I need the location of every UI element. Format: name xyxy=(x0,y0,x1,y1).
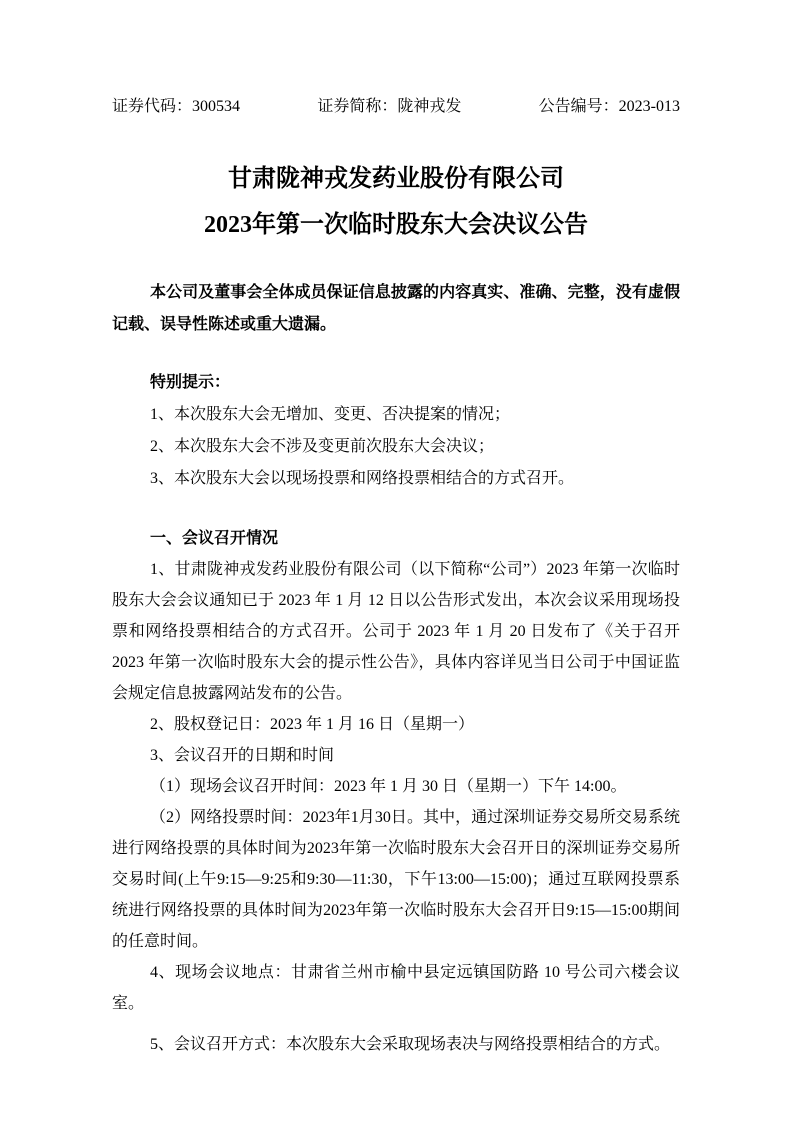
special-notice-item-1: 1、本次股东大会无增加、变更、否决提案的情况； xyxy=(150,406,511,423)
disclaimer-paragraph: 本公司及董事会全体成员保证信息披露的内容真实、准确、完整，没有虚假记载、误导性陈述或重大遗漏。 xyxy=(112,284,680,333)
stock-code: 证券代码：300534 xyxy=(112,98,241,115)
section1-paragraph-7: 5、会议召开方式：本次股东大会采取现场表决与网络投票相结合的方式。 xyxy=(150,1036,671,1053)
doc-title xyxy=(112,156,680,248)
stock-abbreviation: 证券简称：陇神戎发 xyxy=(317,98,462,115)
section1-paragraph-1: 1、甘肃陇神戎发药业股份有限公司（以下简称“公司”）2023 年第一次临时股东大会会议通知已于 2023 年 1 月 12 日以公告形式发出，本次会议采用现场投票和网络投票相结合的方式召开。公司于 2023 年 1 月 20 日发布了《关于召开 2023 年第一次临时股东大会的提示性公告》，具体内容详见当日公司于中国证监会规定信息披露网站发布的公告。 xyxy=(112,561,680,702)
section1-heading: 一、会议召开情况 xyxy=(150,530,279,547)
section1-paragraph-5: （2）网络投票时间：2023年1月30日。其中，通过深圳证券交易所交易系统进行网络投票的具体时间为2023年第一次临时股东大会召开日的深圳证券交易所交易时间(上午9:15—9:25和9:30—11:30，下午13:00—15:00)；通过互联网投票系统进行网络投票的具体时间为2023年第一次临时股东大会召开日9:15—15:00期间的任意时间。 xyxy=(112,809,680,950)
special-notice-item-3: 3、本次股东大会以现场投票和网络投票相结合的方式召开。 xyxy=(150,470,575,487)
announcement-number: 公告编号：2023-013 xyxy=(538,98,680,115)
section1-paragraph-2: 2、股权登记日：2023 年 1 月 16 日（星期一） xyxy=(150,716,475,733)
doc-title-line2: 2023年第一次临时股东大会决议公告 xyxy=(204,212,588,238)
special-notice-heading: 特别提示： xyxy=(150,374,231,391)
section1-paragraph-3: 3、会议召开的日期和时间 xyxy=(150,747,335,764)
doc-header xyxy=(112,96,680,118)
section1-paragraph-6: 4、现场会议地点：甘肃省兰州市榆中县定远镇国防路 10 号公司六楼会议室。 xyxy=(112,964,680,1012)
special-notice-item-2: 2、本次股东大会不涉及变更前次股东大会决议； xyxy=(150,438,495,455)
doc-title-line1: 甘肃陇神戎发药业股份有限公司 xyxy=(228,166,564,192)
special-notice-section xyxy=(112,367,680,495)
section1-paragraph-4: （1）现场会议召开时间：2023 年 1 月 30 日（星期一）下午 14:00。 xyxy=(150,778,627,795)
